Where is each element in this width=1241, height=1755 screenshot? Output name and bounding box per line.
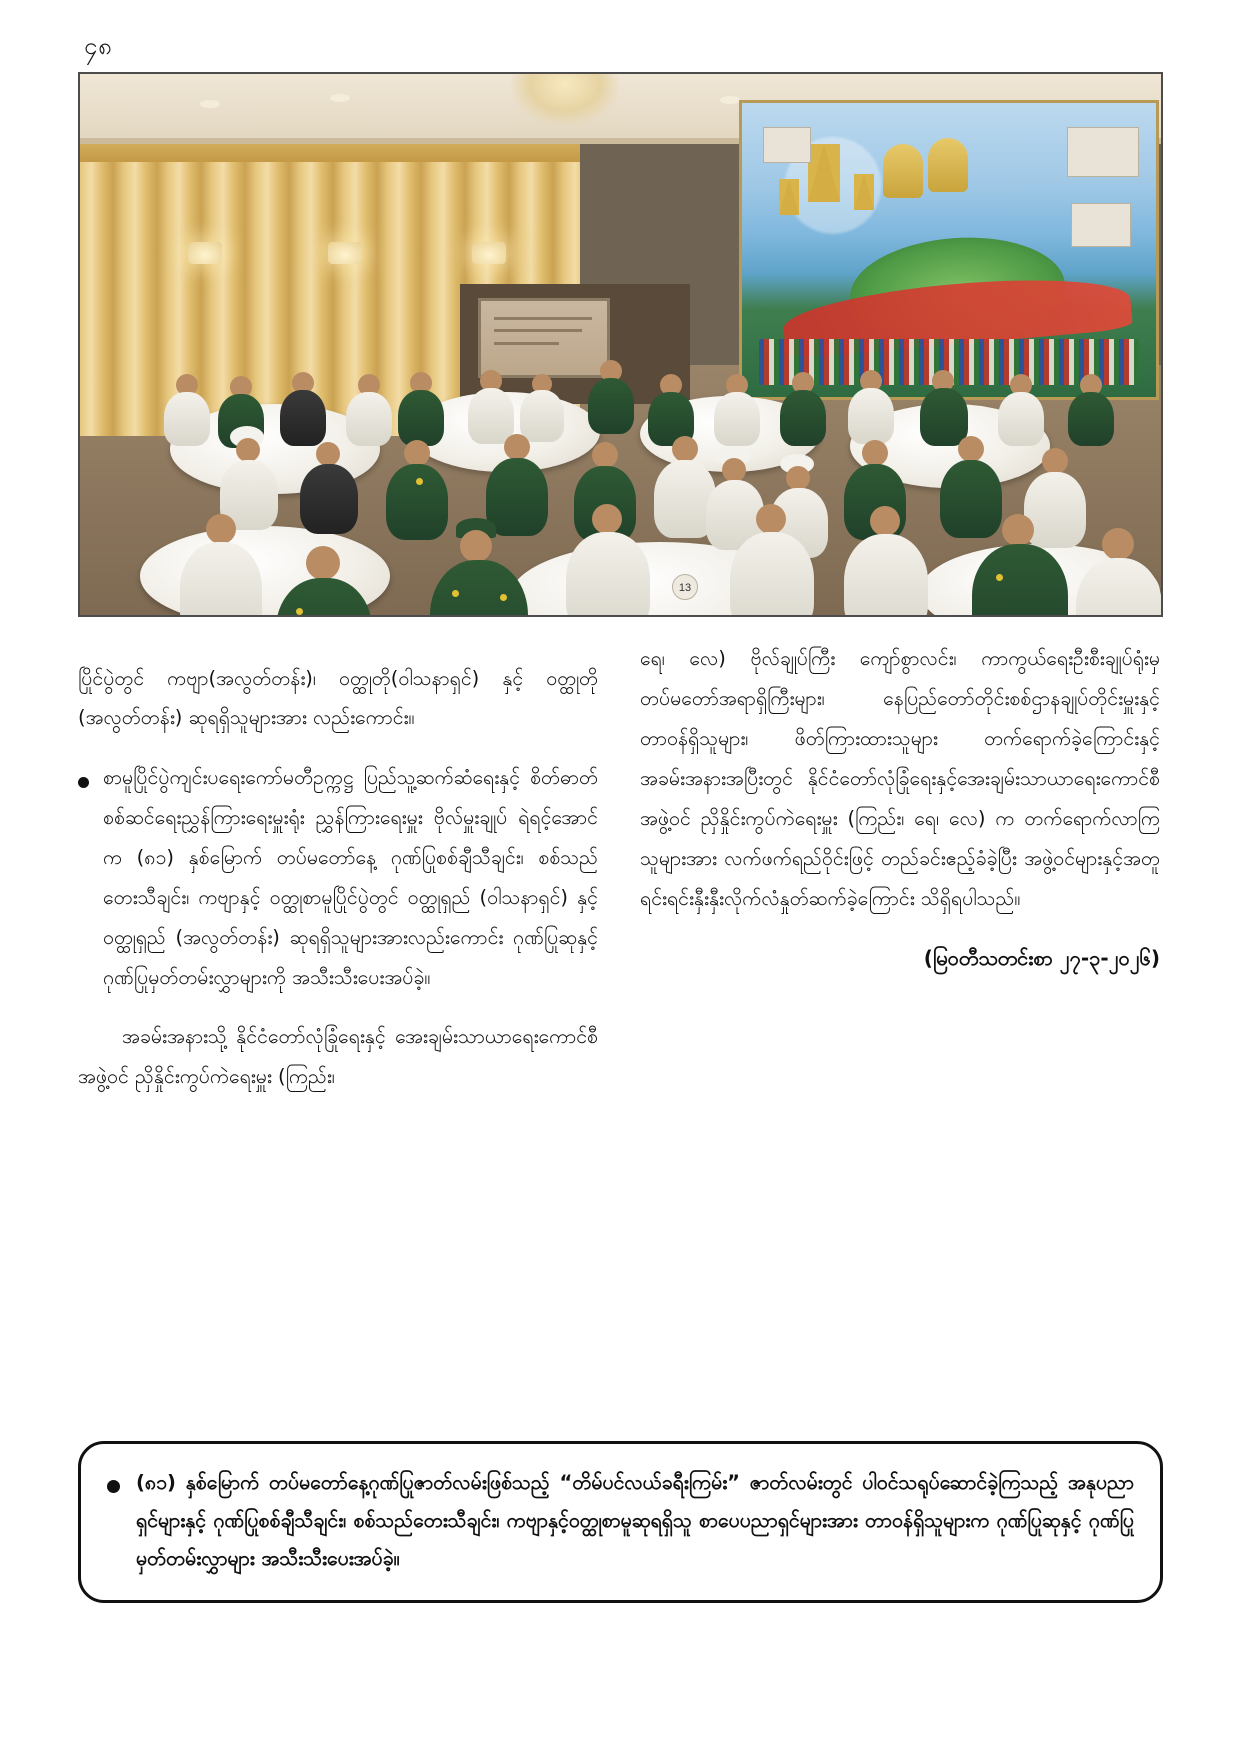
mural-pagoda bbox=[854, 174, 874, 210]
attendee-head bbox=[756, 504, 786, 534]
attendee-body bbox=[844, 534, 928, 617]
attendee-body bbox=[714, 392, 760, 446]
attendee-head bbox=[1042, 448, 1068, 474]
attendee-head bbox=[958, 436, 984, 462]
attendee-body bbox=[398, 390, 444, 446]
attendee-body bbox=[520, 390, 564, 442]
mural-building bbox=[763, 127, 811, 163]
attendee-head bbox=[460, 530, 492, 562]
mural-building bbox=[1071, 203, 1131, 247]
rank-insignia bbox=[452, 590, 459, 597]
left-bullet-body bbox=[103, 758, 598, 998]
screen-text-line bbox=[494, 342, 560, 345]
attendee-body bbox=[346, 392, 392, 446]
right-column bbox=[640, 639, 1160, 1117]
attendee-head bbox=[786, 466, 810, 490]
photo-caption-text: (၈၁) နှစ်မြောက် တပ်မတော်နေ့ဂုဏ်ပြုဇာတ်လမ်းဖြစ်သည့် “တိမ်ပင်လယ်ခရီးကြမ်း” ဇာတ်လမ်းတွင် ပါဝင်သရုပ်ဆောင်ခဲ့ကြသည့် အနုပညာရှင်များနှင့် ဂုဏ်ပြုစစ်ချီသီချင်း၊ စစ်သည်တေးသီချင်း၊ ကဗျာနှင့်ဝတ္ထုစာမူဆုရရှိသူ စာပေပညာရှင်များအား တာဝန်ရှိသူများက ဂုဏ်ပြုဆုနှင့် ဂုဏ်ပြုမှတ်တမ်းလွှာများ အသီးသီးပေးအပ်ခဲ့။ bbox=[136, 1470, 1134, 1570]
article-columns bbox=[78, 639, 1163, 1117]
source-credit: (မြဝတီသတင်းစာ ၂၇-၃-၂၀၂၆) bbox=[923, 945, 1160, 970]
attendee-body bbox=[1024, 472, 1086, 548]
left-bullet-text: စာမူပြိုင်ပွဲကျင်းပရေးကော်မတီဥက္ကဋ္ဌ ပြည်သူ့ဆက်ဆံရေးနှင့် စိတ်ဓာတ်စစ်ဆင်ရေးညွှန်ကြားရေးမှူးရုံး ညွှန်ကြားရေးမှူး ဗိုလ်မှူးချုပ် ရဲရင့်အောင်က (၈၁) နှစ်မြောက် တပ်မတော်နေ့ ဂုဏ်ပြုစစ်ချီသီချင်း၊ စစ်သည်တေးသီချင်း၊ ကဗျာနှင့် ဝတ္ထုစာမူပြိုင်ပွဲတွင် ဝတ္ထုရှည် (ဝါသနာရှင်) နှင့် ဝတ္ထုရှည် (အလွတ်တန်း) ဆုရရှိသူများအားလည်းကောင်း ဂုဏ်ပြုဆုနှင့် ဂုဏ်ပြုမှတ်တမ်းလွှာများကို အသီးသီးပေးအပ်ခဲ့။ bbox=[103, 765, 598, 989]
rank-insignia bbox=[500, 594, 507, 601]
left-paragraph-1: ပြိုင်ပွဲတွင် ကဗျာ(အလွတ်တန်း)၊ ဝတ္ထုတို(ဝါသနာရှင်) နှင့် ဝတ္ထုတို (အလွတ်တန်း) ဆုရရှိသူများအား လည်းကောင်း။ bbox=[78, 666, 598, 730]
attendee-head bbox=[206, 514, 236, 544]
screen-text-line bbox=[494, 329, 582, 332]
chandelier bbox=[510, 74, 620, 126]
attendee-head bbox=[672, 436, 698, 462]
attendee-body bbox=[386, 464, 448, 540]
bullet-dot-icon bbox=[78, 777, 89, 788]
attendee-head bbox=[1102, 528, 1134, 560]
rank-insignia bbox=[996, 574, 1003, 581]
attendee-body bbox=[998, 392, 1044, 446]
attendee-body bbox=[180, 542, 262, 617]
mural-building bbox=[1067, 127, 1139, 177]
wall-mural bbox=[739, 100, 1159, 400]
attendee-body bbox=[280, 390, 326, 446]
attendee-body bbox=[468, 388, 514, 444]
right-paragraph-1: ရေ၊ လေ) ဗိုလ်ချုပ်ကြီး ကျော်စွာလင်း၊ ကာကွယ်ရေးဦးစီးချုပ်ရုံးမှ တပ်မတော်အရာရှိကြီးများ၊ နေပြည်တော်တိုင်းစစ်ဌာနချုပ်တိုင်းမှူးနှင့် တာဝန်ရှိသူများ၊ ဖိတ်ကြားထားသူများ တက်ရောက်ခဲ့ကြောင်းနှင့် အခမ်းအနားအပြီးတွင် နိုင်ငံတော်လုံခြုံရေးနှင့်အေးချမ်းသာယာရေးကောင်စီအဖွဲ့ဝင် ညှိနှိုင်းကွပ်ကဲရေးမှူး (ကြည်း၊ ရေ၊ လေ) က တက်ရောက်လာကြသူများအား လက်ဖက်ရည်ဝိုင်းဖြင့် တည်ခင်းဧည့်ခံခဲ့ပြီး အဖွဲ့ဝင်များနှင့်အတူ ရင်းရင်းနှီးနှီးလိုက်လံနှုတ်ဆက်ခဲ့ကြောင်း သိရှိရပါသည်။ bbox=[640, 647, 1160, 910]
attendee-body bbox=[566, 532, 650, 617]
wall-sconce bbox=[188, 242, 222, 264]
attendee-body bbox=[164, 392, 210, 446]
attendee-head bbox=[722, 458, 746, 482]
attendee-body bbox=[920, 388, 968, 446]
rank-insignia bbox=[296, 608, 303, 615]
bullet-dot-icon bbox=[107, 1480, 120, 1493]
attendee-head bbox=[316, 442, 340, 466]
attendee-body bbox=[780, 390, 826, 446]
ceremony-hall-photo bbox=[78, 72, 1163, 617]
left-bullet-item bbox=[78, 758, 598, 998]
attendee-body bbox=[730, 532, 814, 617]
attendee-head bbox=[1002, 514, 1034, 546]
attendee-body bbox=[1068, 392, 1114, 446]
table-number: 13 bbox=[672, 574, 698, 600]
attendee-body bbox=[588, 378, 634, 434]
attendee-head bbox=[862, 440, 888, 466]
mural-figure bbox=[928, 138, 968, 192]
page-number: ၄၈ bbox=[84, 32, 113, 60]
wall-sconce bbox=[328, 242, 362, 264]
projection-screen bbox=[478, 298, 610, 378]
attendee-body bbox=[940, 460, 1002, 538]
attendee-head bbox=[306, 546, 340, 580]
wall-sconce bbox=[472, 242, 506, 264]
attendee-head bbox=[504, 434, 530, 460]
attendee-body bbox=[300, 464, 358, 534]
mural-pagoda bbox=[808, 144, 840, 202]
attendee-body bbox=[486, 458, 548, 536]
screen-text-line bbox=[494, 317, 592, 320]
photo-caption-box bbox=[78, 1441, 1163, 1603]
rank-insignia bbox=[416, 478, 423, 485]
mural-figure bbox=[883, 144, 923, 198]
ceiling-downlight bbox=[200, 100, 220, 108]
ceiling-downlight bbox=[720, 96, 740, 104]
attendee-head bbox=[592, 442, 618, 468]
attendee-body bbox=[848, 388, 894, 444]
attendee-head bbox=[404, 440, 430, 466]
attendee-head bbox=[592, 504, 622, 534]
mural-pagoda bbox=[779, 179, 799, 215]
attendee-head bbox=[870, 506, 900, 536]
attendee-head bbox=[236, 438, 260, 462]
ceiling-downlight bbox=[330, 94, 350, 102]
left-paragraph-2: အခမ်းအနားသို့ နိုင်ငံတော်လုံခြုံရေးနှင့် အေးချမ်းသာယာရေးကောင်စီအဖွဲ့ဝင် ညှိနှိုင်းကွပ်ကဲရေးမှူး (ကြည်း၊ bbox=[78, 1025, 598, 1089]
photo-scene bbox=[80, 74, 1161, 615]
left-column bbox=[78, 639, 598, 1117]
